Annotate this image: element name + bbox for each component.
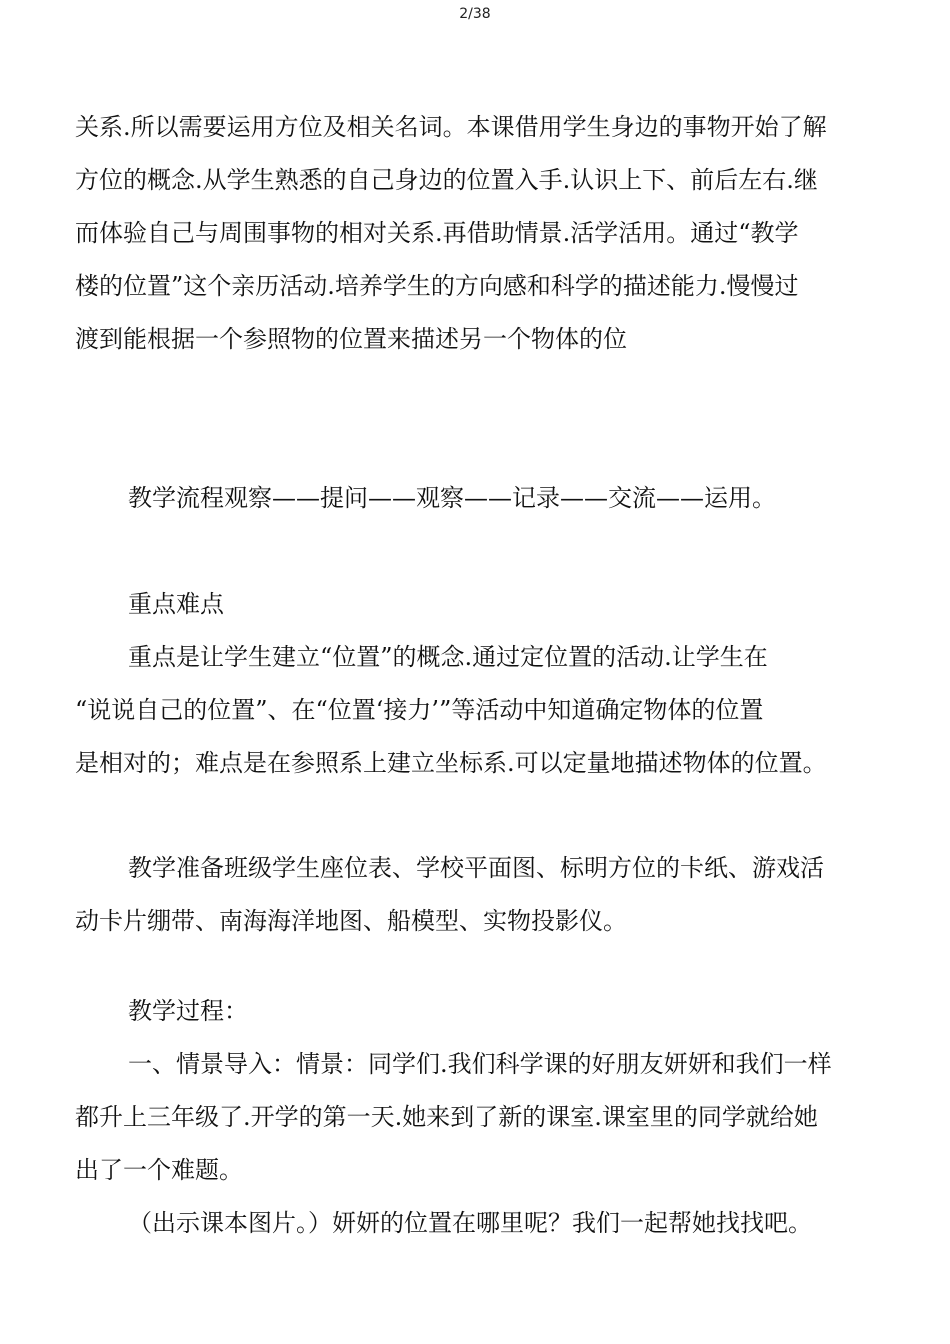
section-heading: 教学过程： xyxy=(128,997,248,1025)
teaching-flow-text: 教学流程观察——提问——观察——记录——交流——运用。 xyxy=(128,484,776,512)
text-line: 渡到能根据一个参照物的位置来描述另一个物体的位 xyxy=(75,325,627,353)
section-heading: 重点难点 xyxy=(128,590,224,618)
preparation-section xyxy=(75,842,875,948)
text-line: （出示课本图片。）妍妍的位置在哪里呢？我们一起帮她找找吧。 xyxy=(128,1209,812,1237)
text-line: “说说自己的位置”、在“位置‘接力’”等活动中知道确定物体的位置 xyxy=(75,696,764,724)
teaching-flow xyxy=(75,472,875,525)
text-line: 重点是让学生建立“位置”的概念.通过定位置的活动.让学生在 xyxy=(128,643,768,671)
text-line: 而体验自己与周围事物的相对关系.再借助情景.活学活用。通过“教学 xyxy=(75,219,799,247)
key-points-section xyxy=(75,578,875,790)
text-line: 方位的概念.从学生熟悉的自己身边的位置入手.认识上下、前后左右.继 xyxy=(75,166,818,194)
text-line: 动卡片绷带、南海海洋地图、船模型、实物投影仪。 xyxy=(75,907,627,935)
text-line: 出了一个难题。 xyxy=(75,1156,243,1184)
page-number: 2/38 xyxy=(459,6,491,22)
text-line: 楼的位置”这个亲历活动.培养学生的方向感和科学的描述能力.慢慢过 xyxy=(75,272,799,300)
text-line: 关系.所以需要运用方位及相关名词。本课借用学生身边的事物开始了解 xyxy=(75,113,827,141)
text-line: 都升上三年级了.开学的第一天.她来到了新的课室.课室里的同学就给她 xyxy=(75,1103,818,1131)
text-line: 教学准备班级学生座位表、学校平面图、标明方位的卡纸、游戏活 xyxy=(128,854,824,882)
text-line: 是相对的；难点是在参照系上建立坐标系.可以定量地描述物体的位置。 xyxy=(75,749,827,777)
text-line: 一、情景导入：情景：同学们.我们科学课的好朋友妍妍和我们一样 xyxy=(128,1050,832,1078)
process-section xyxy=(75,985,875,1250)
intro-paragraph xyxy=(75,101,875,366)
